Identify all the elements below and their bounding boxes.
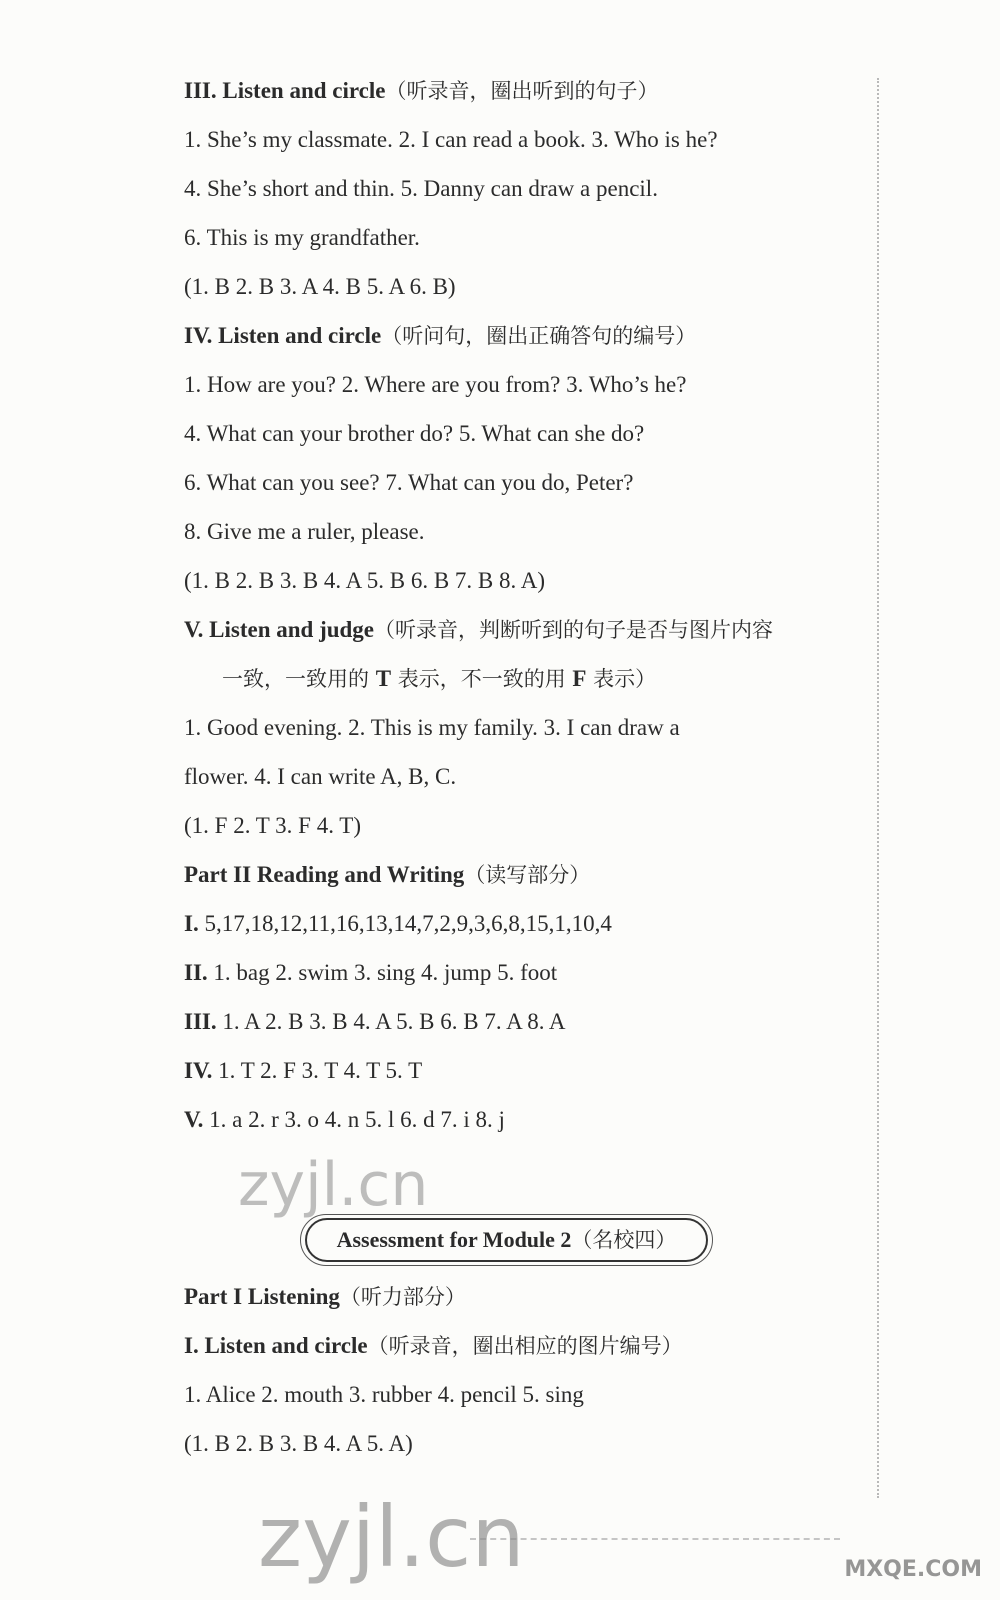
section-iii-line-3: 6. This is my grandfather. xyxy=(184,225,420,250)
module2-part-i-title: Part I Listening xyxy=(184,1284,340,1309)
section-iii-heading xyxy=(184,76,658,106)
section-v-instruction-1: （听录音，判断听到的句子是否与图片内容 xyxy=(374,618,774,642)
module2-part-i-heading xyxy=(184,1282,466,1312)
module2-part-i-subtitle: （听力部分） xyxy=(339,1285,466,1309)
reading-text-ii: 1. bag 2. swim 3. sing 4. jump 5. foot xyxy=(207,960,558,985)
watermark-zyjl-top: zyjl.cn xyxy=(238,1150,429,1220)
part-ii-heading xyxy=(184,860,590,890)
section-v-instruction-2e: 表示） xyxy=(586,667,657,691)
part-ii-title: Part II Reading and Writing xyxy=(184,862,465,887)
reading-label-ii: II. xyxy=(184,960,208,985)
section-v-instruction-2 xyxy=(222,664,656,694)
part-ii-subtitle: （读写部分） xyxy=(464,863,591,887)
reading-answer-iv xyxy=(184,1056,422,1086)
section-iv-heading xyxy=(184,321,696,351)
module2-section-i-answers: (1. B 2. B 3. B 4. A 5. A) xyxy=(184,1431,413,1456)
section-v-answers: (1. F 2. T 3. F 4. T) xyxy=(184,813,362,838)
footer-dashed-rule xyxy=(470,1538,840,1540)
module2-section-i-line-1: 1. Alice 2. mouth 3. rubber 4. pencil 5. sing xyxy=(184,1382,584,1407)
section-iv-title: IV. Listen and circle xyxy=(184,323,382,348)
reading-label-iii: III. xyxy=(184,1009,217,1034)
section-iii-answers: (1. B 2. B 3. A 4. B 5. A 6. B) xyxy=(184,274,456,299)
reading-answer-ii xyxy=(184,958,557,988)
reading-text-i: 5,17,18,12,11,16,13,14,7,2,9,3,6,8,15,1,10,4 xyxy=(198,911,612,936)
reading-text-v: 1. a 2. r 3. o 4. n 5. l 6. d 7. i 8. j xyxy=(203,1107,505,1132)
section-v-line-1: 1. Good evening. 2. This is my family. 3. I can draw a xyxy=(184,715,680,740)
reading-label-i: I. xyxy=(184,911,199,936)
section-iv-line-2: 4. What can your brother do? 5. What can she do? xyxy=(184,421,645,446)
reading-label-v: V. xyxy=(184,1107,204,1132)
section-v-heading xyxy=(184,615,773,645)
reading-answer-iii xyxy=(184,1007,566,1037)
section-iii-instruction: （听录音，圈出听到的句子） xyxy=(385,79,659,103)
reading-label-iv: IV. xyxy=(184,1058,213,1083)
watermark-mxqe: MXQE.COM xyxy=(844,1557,982,1582)
section-iii-line-1: 1. She’s my classmate. 2. I can read a book. 3. Who is he? xyxy=(184,127,718,152)
module2-section-i-instruction: （听录音，圈出相应的图片编号） xyxy=(367,1334,683,1358)
section-v-instruction-t: T xyxy=(375,666,392,691)
section-v-instruction-2c: 表示，不一致的用 xyxy=(391,667,573,691)
module-badge-title: Assessment for Module 2 xyxy=(336,1227,572,1252)
section-v-line-2: flower. 4. I can write A, B, C. xyxy=(184,764,457,789)
reading-text-iii: 1. A 2. B 3. B 4. A 5. B 6. B 7. A 8. A xyxy=(216,1009,566,1034)
section-iii-line-2: 4. She’s short and thin. 5. Danny can draw a pencil. xyxy=(184,176,658,201)
reading-answer-i xyxy=(184,909,612,939)
section-iv-line-3: 6. What can you see? 7. What can you do, Peter? xyxy=(184,470,634,495)
watermark-zyjl-bottom: zyjl.cn xyxy=(258,1488,525,1586)
section-iv-line-1: 1. How are you? 2. Where are you from? 3. Who’s he? xyxy=(184,372,687,397)
section-v-title: V. Listen and judge xyxy=(184,617,375,642)
section-iv-instruction: （听问句，圈出正确答句的编号） xyxy=(381,324,697,348)
section-iii-title: III. Listen and circle xyxy=(184,78,386,103)
module-badge xyxy=(305,1218,708,1262)
section-v-instruction-2a: 一致，一致用的 xyxy=(222,667,376,691)
reading-answer-v xyxy=(184,1105,505,1135)
section-v-instruction-f: F xyxy=(572,666,587,691)
module2-section-i-title: I. Listen and circle xyxy=(184,1333,368,1358)
section-iv-line-4: 8. Give me a ruler, please. xyxy=(184,519,425,544)
module2-section-i-heading xyxy=(184,1331,683,1361)
section-iv-answers: (1. B 2. B 3. B 4. A 5. B 6. B 7. B 8. A) xyxy=(184,568,546,593)
module-badge-school: （名校四） xyxy=(571,1228,677,1252)
page-margin-rule xyxy=(877,78,879,1498)
reading-text-iv: 1. T 2. F 3. T 4. T 5. T xyxy=(212,1058,423,1083)
